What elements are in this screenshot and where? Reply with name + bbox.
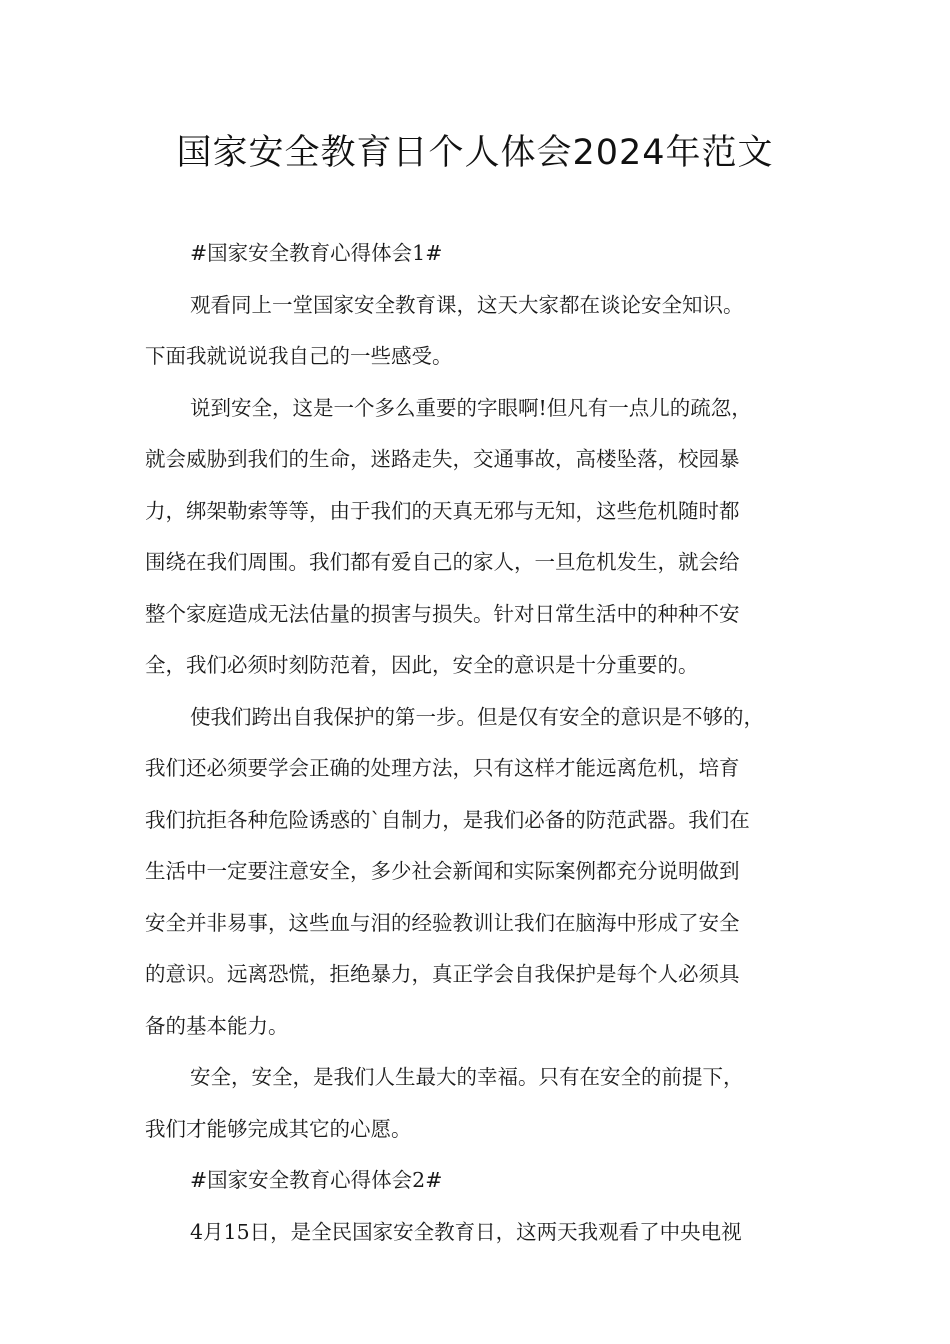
paragraph-line: 整个家庭造成无法估量的损害与损失。针对日常生活中的种种不安 xyxy=(145,601,740,626)
document-title: 国家安全教育日个人体会2024年范文 xyxy=(176,133,774,173)
paragraph-line: 生活中一定要注意安全，多少社会新闻和实际案例都充分说明做到 xyxy=(145,859,740,883)
paragraph-line: 安全并非易事，这些血与泪的经验教训让我们在脑海中形成了安全 xyxy=(145,910,740,935)
paragraph-line: 围绕在我们周围。我们都有爱自己的家人，一旦危机发生，就会给 xyxy=(145,550,740,574)
paragraph-line: 我们还必须要学会正确的处理方法，只有这样才能远离危机，培育 xyxy=(145,756,740,780)
paragraph-line: 4月15日，是全民国家安全教育日，这两天我观看了中央电视 xyxy=(190,1219,742,1244)
document-body xyxy=(145,228,810,1258)
paragraph-line: 使我们跨出自我保护的第一步。但是仅有安全的意识是不够的， xyxy=(190,704,764,729)
paragraph-line: 我们抗拒各种危险诱惑的`自制力，是我们必备的防范武器。我们在 xyxy=(145,807,750,832)
paragraph-line: 的意识。远离恐慌，拒绝暴力，真正学会自我保护是每个人必须具 xyxy=(145,962,740,986)
section-heading-1: #国家安全教育心得体会1# xyxy=(190,241,443,265)
section-heading-2: #国家安全教育心得体会2# xyxy=(190,1168,443,1192)
paragraph-line: 全，我们必须时刻防范着，因此，安全的意识是十分重要的。 xyxy=(145,653,699,677)
paragraph-line: 说到安全，这是一个多么重要的字眼啊!但凡有一点儿的疏忽， xyxy=(190,395,752,420)
paragraph-line: 就会威胁到我们的生命，迷路走失，交通事故，高楼坠落，校园暴 xyxy=(145,447,740,471)
paragraph-line: 安全，安全，是我们人生最大的幸福。只有在安全的前提下， xyxy=(190,1065,744,1089)
paragraph-line: 观看同上一堂国家安全教育课，这天大家都在谈论安全知识。 xyxy=(190,292,744,317)
paragraph-line: 我们才能够完成其它的心愿。 xyxy=(145,1116,412,1141)
paragraph-line: 下面我就说说我自己的一些感受。 xyxy=(145,344,453,368)
paragraph-line: 备的基本能力。 xyxy=(145,1013,289,1038)
paragraph-line: 力，绑架勒索等等，由于我们的天真无邪与无知，这些危机随时都 xyxy=(145,498,740,523)
